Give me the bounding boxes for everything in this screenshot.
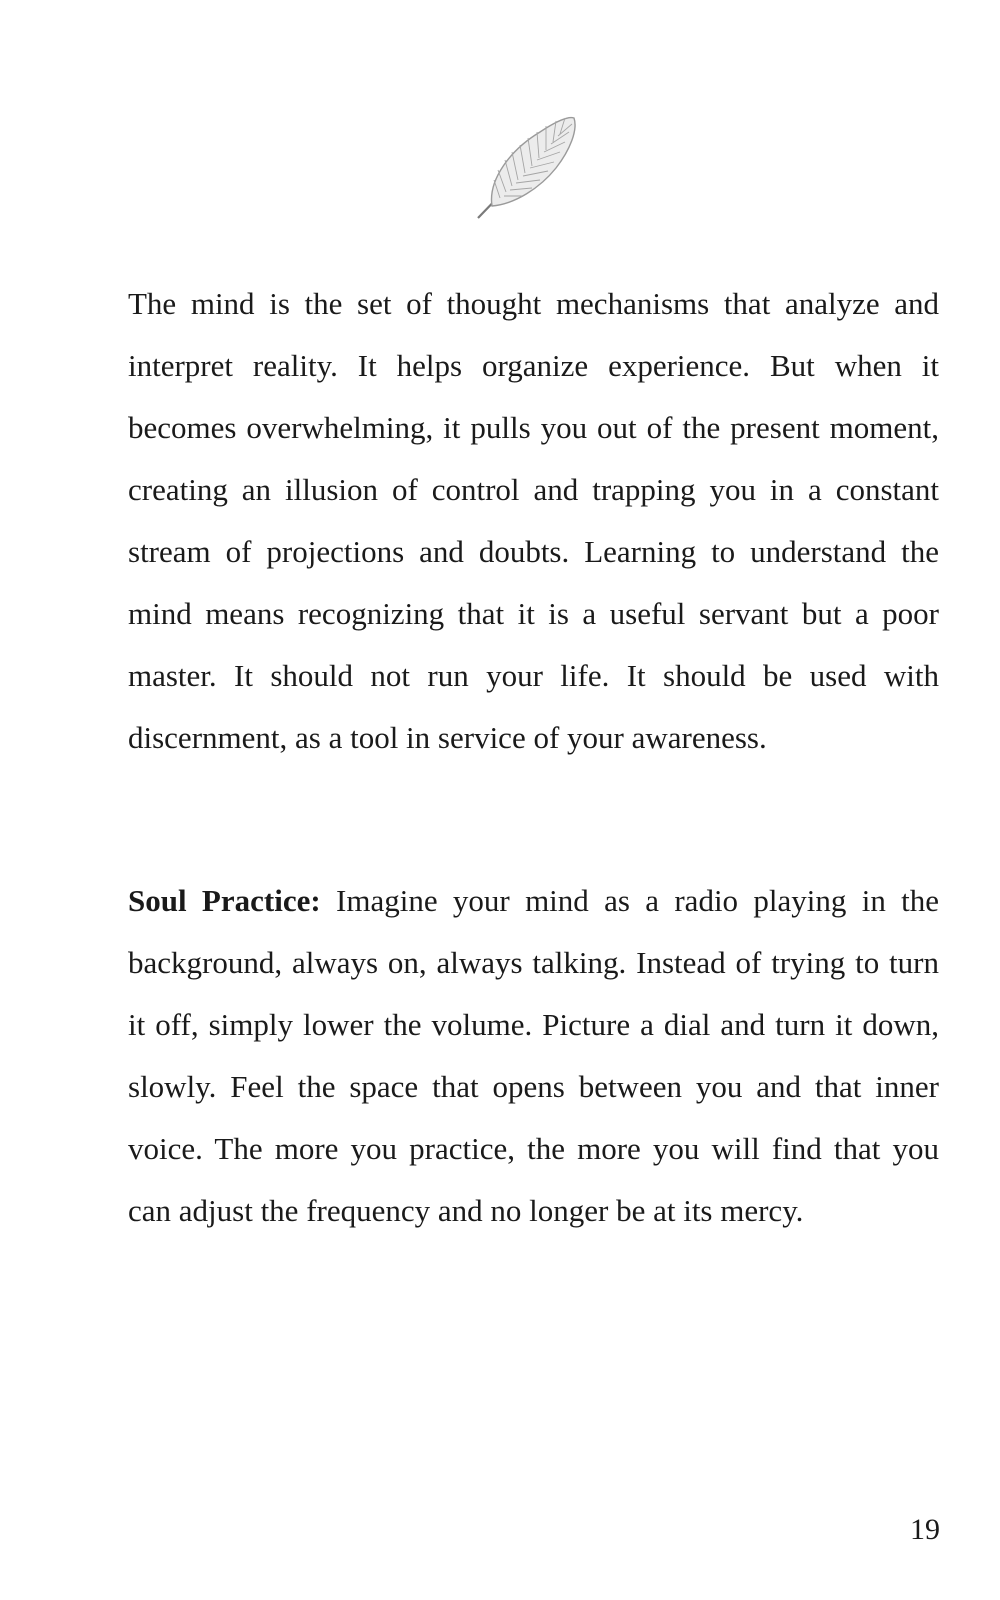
soul-practice-text: Imagine your mind as a radio playing in the background, always on, always talking. Instead of trying to turn it off, simply lower the volume. Picture a dial and turn it down, slowly. Feel the space that opens between you and that inner voice. The more you practice, the more you will find that you can adjust the frequency and no longer be at its mercy. xyxy=(128,883,940,1228)
soul-practice-paragraph xyxy=(128,870,939,1242)
page-number: 19 xyxy=(910,1513,940,1546)
feather-icon xyxy=(470,110,590,225)
soul-practice-label: Soul Practice: xyxy=(128,883,321,918)
body-paragraph: The mind is the set of thought mechanisms that analyze and interpret reality. It helps organize experience. But when it becomes overwhelming, it pulls you out of the present moment, creating an illusion of control and trapping you in a constant stream of projections and doubts. Learning to understand the mind means recognizing that it is a useful servant but a poor master. It should not run your life. It should be used with discernment, as a tool in service of your awareness. xyxy=(128,286,939,755)
